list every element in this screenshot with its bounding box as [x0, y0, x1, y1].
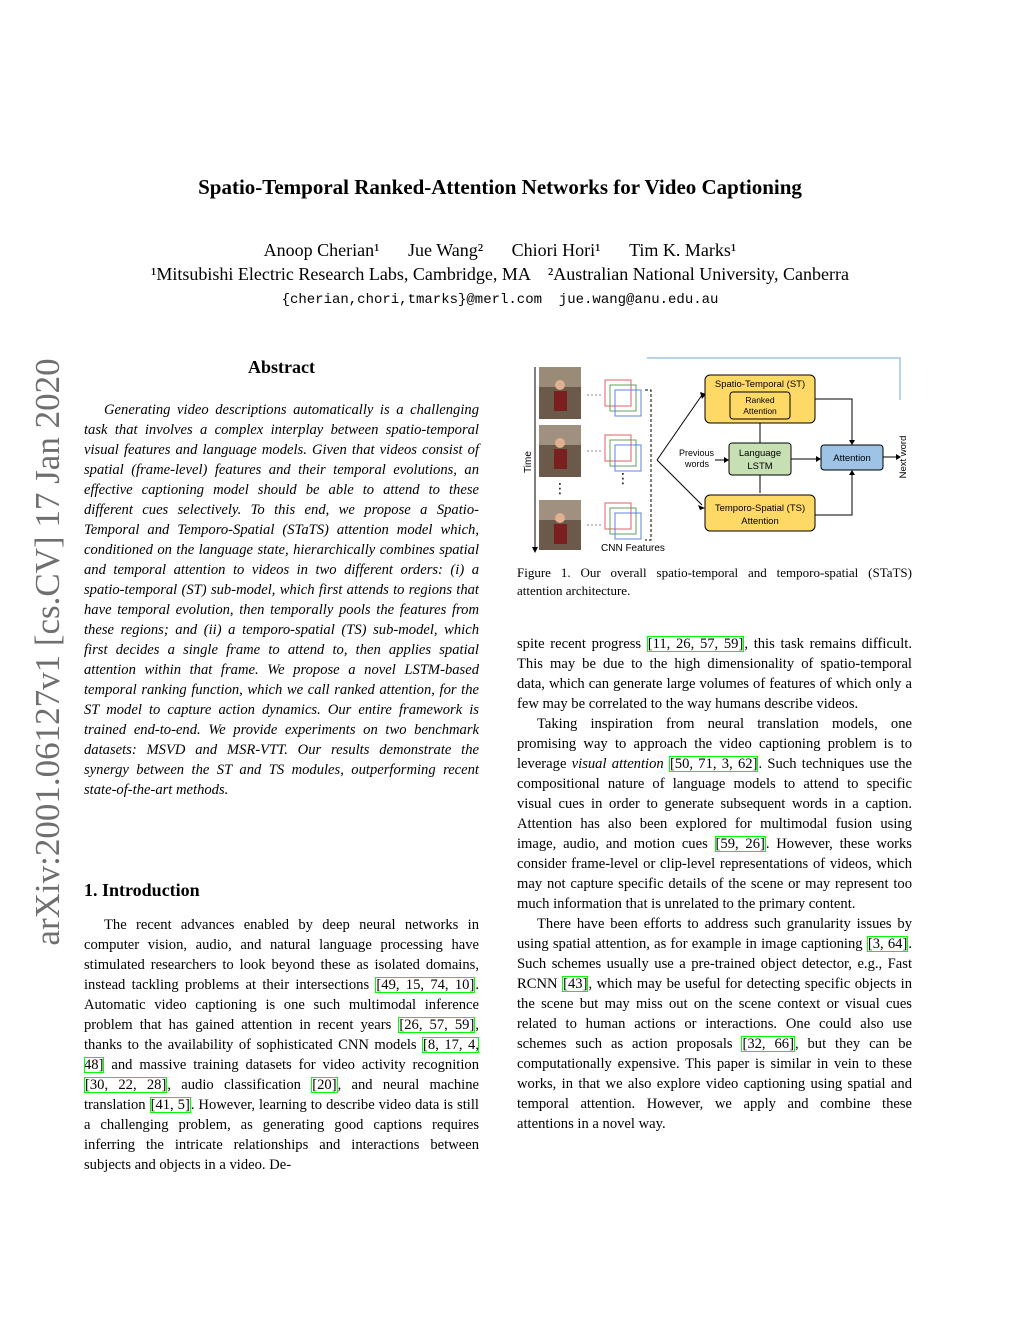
- section-heading-introduction: 1. Introduction: [84, 880, 200, 900]
- lstm-label: LSTM: [747, 461, 773, 472]
- citation-link[interactable]: [43]: [563, 976, 588, 992]
- ts-label: Attention: [741, 516, 779, 527]
- citation-link[interactable]: [30, 22, 28]: [85, 1077, 167, 1093]
- text-run: Taking inspiration from neural translation models, one promising way to approach the video captioning problem is to leverage: [517, 716, 912, 772]
- next-word-label: Next word: [898, 435, 909, 479]
- video-frame-1: [539, 367, 581, 419]
- time-axis-label: Time: [523, 451, 534, 473]
- figure-caption: Figure 1. Our overall spatio-temporal and temporo-spatial (STaTS) attention architecture.: [517, 565, 912, 598]
- text-run: . Such techniques use the compositional nature of language models to attend to specific visual cues in order to generate subsequent words in a caption. Attention has also been explored for multimodal fusion using image, audio, and motion cues: [517, 756, 912, 852]
- abstract-heading: Abstract: [248, 357, 315, 377]
- st-label: Spatio-Temporal (ST): [714, 379, 806, 390]
- video-frame-2: [539, 425, 581, 477]
- previous-words-label: words: [685, 459, 710, 469]
- abstract-text: Generating video descriptions automatically is a challenging task that involves a complex interplay between spatio-temporal visual features and language models. Given that videos consist of spatial (frame-level) features and their temporal evolutions, an effective captioning model should be able to attend to these different cues selectively. To this end, we propose a Spatio-Temporal and Temporo-Spatial (STaTS) attention model which, conditioned on the language state, hierarchically combines spatial and temporal attention to videos in two different orders: (i) a spatio-temporal (ST) sub-model, which first attends to regions that have temporal evolution, then temporally pools the features from these regions; and (ii) a temporo-spatial (TS) sub-model, which first decides a single frame to attend to, then applies spatial attention within that frame. We propose a novel LSTM-based temporal ranking function, which we call ranked attention, for the ST model to capture action dynamics. Our entire framework is trained end-to-end. We provide experiments on two benchmark datasets: MSVD and MSR-VTT. Our results demonstrate the synergy between the ST and TS modules, outperforming recent state-of-the-art methods.: [84, 402, 479, 798]
- svg-text:⋮: ⋮: [553, 480, 567, 496]
- attention-label: Attention: [833, 453, 871, 464]
- citation-link[interactable]: [50, 71, 3, 62]: [669, 756, 758, 772]
- text-run: , thanks to the availability of sophisticated CNN models: [84, 1017, 479, 1053]
- svg-text:⋮: ⋮: [616, 470, 630, 486]
- emphasis-text: visual attention: [571, 756, 664, 772]
- text-run: and massive training datasets for video activity recognition: [104, 1057, 479, 1073]
- previous-words-label: Previous: [679, 448, 715, 458]
- text-run: , but they can be computationally expensive. This paper is similar in vein to these works, in that we also explore video captioning using spatial and temporal attention. However, we apply and combine these attentions in a novel way.: [517, 1036, 912, 1132]
- text-run: , audio classification: [167, 1077, 312, 1093]
- ts-label: Temporo-Spatial (TS): [714, 503, 806, 514]
- author-name: Jue Wang²: [408, 240, 484, 260]
- figure-architecture-diagram: [517, 355, 917, 560]
- arxiv-identifier: arXiv:2001.06127v1 [cs.CV] 17 Jan 2020: [28, 358, 67, 946]
- paper-title: Spatio-Temporal Ranked-Attention Networks for Video Captioning: [198, 175, 802, 199]
- body-paragraph: [517, 714, 912, 914]
- cnn-feature-stacks: [605, 380, 641, 539]
- body-paragraph: [517, 634, 912, 714]
- body-paragraph: [517, 914, 912, 1134]
- author-name: Anoop Cherian¹: [263, 240, 380, 260]
- text-run: There have been efforts to address such granularity issues by using spatial attention, as for example in image captioning: [517, 916, 912, 952]
- author-emails: {cherian,chori,tmarks}@merl.com jue.wang@anu.edu.au: [281, 292, 719, 308]
- abstract-body: [84, 400, 479, 800]
- citation-link[interactable]: [8, 17, 4, 48]: [84, 1037, 479, 1073]
- citation-link[interactable]: [20]: [312, 1077, 337, 1093]
- citation-link[interactable]: [59, 26]: [715, 836, 765, 852]
- citation-link[interactable]: [11, 26, 57, 59]: [647, 636, 744, 652]
- text-run: . However, these works consider frame-level or clip-level representations of videos, which may not capture specific details of the scene or may represent too much information that is unrelated to the primary content.: [517, 836, 912, 912]
- cnn-features-label: CNN Features: [601, 543, 665, 554]
- author-list: [0, 240, 1000, 261]
- text-run: The recent advances enabled by deep neural networks in computer vision, audio, and natural language processing have stimulated researchers to look beyond these as isolated domains, instead tackling problems at their intersections: [84, 917, 479, 993]
- text-run: . However, learning to describe video data is still a challenging problem, as generating good captions requires inferring the intricate relationships and interactions between subjects and objects in a video. De-: [84, 1097, 479, 1173]
- citation-link[interactable]: [41, 5]: [150, 1097, 190, 1113]
- author-name: Chiori Hori¹: [511, 240, 601, 260]
- text-run: . Such schemes usually use a pre-trained object detector, e.g., Fast RCNN: [517, 936, 912, 992]
- text-run: spite recent progress: [517, 636, 647, 652]
- author-name: Tim K. Marks¹: [629, 240, 737, 260]
- ranked-attention-label: Attention: [743, 406, 777, 416]
- video-frame-3: [539, 500, 581, 550]
- intro-paragraph: [84, 915, 479, 1175]
- citation-link[interactable]: [3, 64]: [867, 936, 908, 952]
- ranked-label: Ranked: [745, 395, 775, 405]
- text-run: , which may be useful for detecting specific objects in the scene but may miss out on the scene context or visual cues related to human actions or interactions. One could also use schemes such as action proposals: [517, 976, 912, 1052]
- text-run: , and neural machine translation: [84, 1077, 479, 1113]
- citation-link[interactable]: [32, 66]: [742, 1036, 794, 1052]
- affiliations: ¹Mitsubishi Electric Research Labs, Cambridge, MA ²Australian National University, Canberra: [151, 264, 849, 284]
- lstm-label: Language: [738, 448, 782, 459]
- text-run: . Automatic video captioning is one such multimodal inference problem that has gained attention in recent years: [84, 977, 479, 1033]
- text-run: , this task remains difficult. This may be due to the high dimensionality of spatio-temporal data, which can generate large volumes of features of which only a few may be correlated to the way humans describe videos.: [517, 636, 912, 712]
- citation-link[interactable]: [26, 57, 59]: [399, 1017, 475, 1033]
- right-column-body: [517, 634, 912, 1134]
- introduction-body: [84, 915, 479, 1175]
- citation-link[interactable]: [49, 15, 74, 10]: [376, 977, 475, 993]
